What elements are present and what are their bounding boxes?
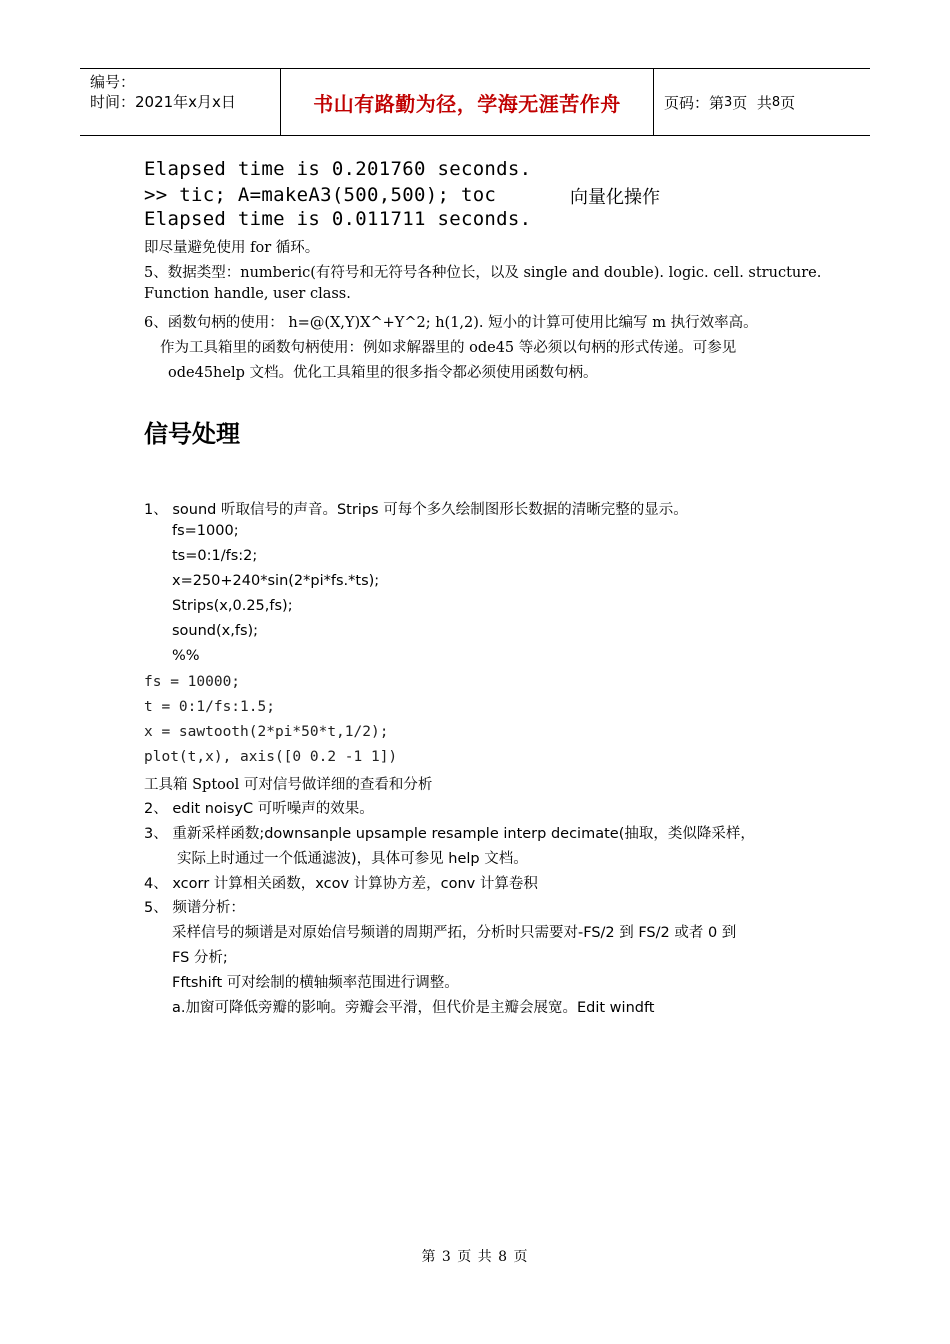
header-page-suffix: 页: [780, 93, 796, 112]
list-item-detail: a.加窗可降低旁瓣的影响。旁瓣会平滑，但代价是主瓣会展宽。Edit windft: [172, 1000, 655, 1016]
list-item: 2、 edit noisyC 可听噪声的效果。: [144, 801, 374, 817]
page-footer: 第 3 页 共 8 页: [421, 1249, 529, 1265]
paragraph: 即尽量避免使用 for 循环。: [144, 240, 320, 256]
paragraph: 5、数据类型：numberic(有符号和无符号各种位长，以及 single and double). logic. cell. structure.: [144, 265, 822, 281]
code-line: fs = 10000;: [144, 674, 241, 690]
code-line: sound(x,fs);: [172, 623, 259, 639]
code-line: plot(t,x), axis([0 0.2 -1 1]): [144, 749, 398, 765]
paragraph: 工具箱 Sptool 可对信号做详细的查看和分析: [144, 777, 433, 793]
paragraph: Function handle, user class.: [144, 286, 351, 302]
header-page-current: 3: [724, 94, 733, 110]
list-item-detail: 采样信号的频谱是对原始信号频谱的周期严拓，分析时只需要对-FS/2 到 FS/2 或者 0 到: [172, 925, 737, 941]
page-header: [80, 68, 870, 136]
list-item: 4、 xcorr 计算相关函数，xcov 计算协方差，conv 计算卷积: [144, 876, 538, 892]
code-output-line: Elapsed time is 0.011711 seconds.: [144, 208, 532, 230]
header-motto: 书山有路勤为径，学海无涯苦作舟: [281, 69, 654, 135]
code-line: x=250+240*sin(2*pi*fs.*ts);: [172, 573, 380, 589]
list-item: 1、 sound 听取信号的声音。Strips 可每个多久绘制图形长数据的清晰完整的显示。: [144, 502, 688, 518]
code-line: t = 0:1/fs:1.5;: [144, 699, 275, 715]
code-line: %%: [172, 648, 200, 664]
list-item: 3、 重新采样函数;downsanple upsample resample interp decimate(抽取，类似降采样，: [144, 826, 755, 842]
header-page-total: 8: [771, 94, 781, 110]
paragraph: 6、函数句柄的使用： h=@(X,Y)X^+Y^2; h(1,2). 短小的计算可使用比编写 m 执行效率高。: [144, 315, 758, 331]
header-meta: [80, 69, 281, 135]
code-line: ts=0:1/fs:2;: [172, 548, 258, 564]
section-title: 信号处理: [144, 420, 240, 448]
code-command-line: >> tic; A=makeA3(500,500); toc: [144, 184, 497, 206]
header-number-label: 编号：: [90, 73, 136, 91]
list-item-detail: FS 分析;: [172, 950, 228, 966]
header-page-info: [654, 69, 870, 135]
code-line: x = sawtooth(2*pi*50*t,1/2);: [144, 724, 389, 740]
code-output-line: Elapsed time is 0.201760 seconds.: [144, 158, 532, 180]
paragraph: 作为工具箱里的函数句柄使用：例如求解器里的 ode45 等必须以句柄的形式传递。可参见: [160, 340, 737, 356]
header-page-mid: 页 共: [732, 93, 772, 112]
paragraph: ode45help 文档。优化工具箱里的很多指令都必须使用函数句柄。: [168, 365, 598, 381]
side-note: 向量化操作: [570, 187, 660, 208]
list-item: 5、 频谱分析：: [144, 900, 245, 916]
code-line: Strips(x,0.25,fs);: [172, 598, 293, 614]
code-line: fs=1000;: [172, 523, 239, 539]
list-item-detail: Fftshift 可对绘制的横轴频率范围进行调整。: [172, 975, 459, 991]
header-page-prefix: 页码：第: [664, 93, 725, 112]
header-date-label: 时间：2021年x月x日: [90, 93, 236, 111]
list-item-continuation: 实际上时通过一个低通滤波)，具体可参见 help 文档。: [177, 851, 528, 867]
